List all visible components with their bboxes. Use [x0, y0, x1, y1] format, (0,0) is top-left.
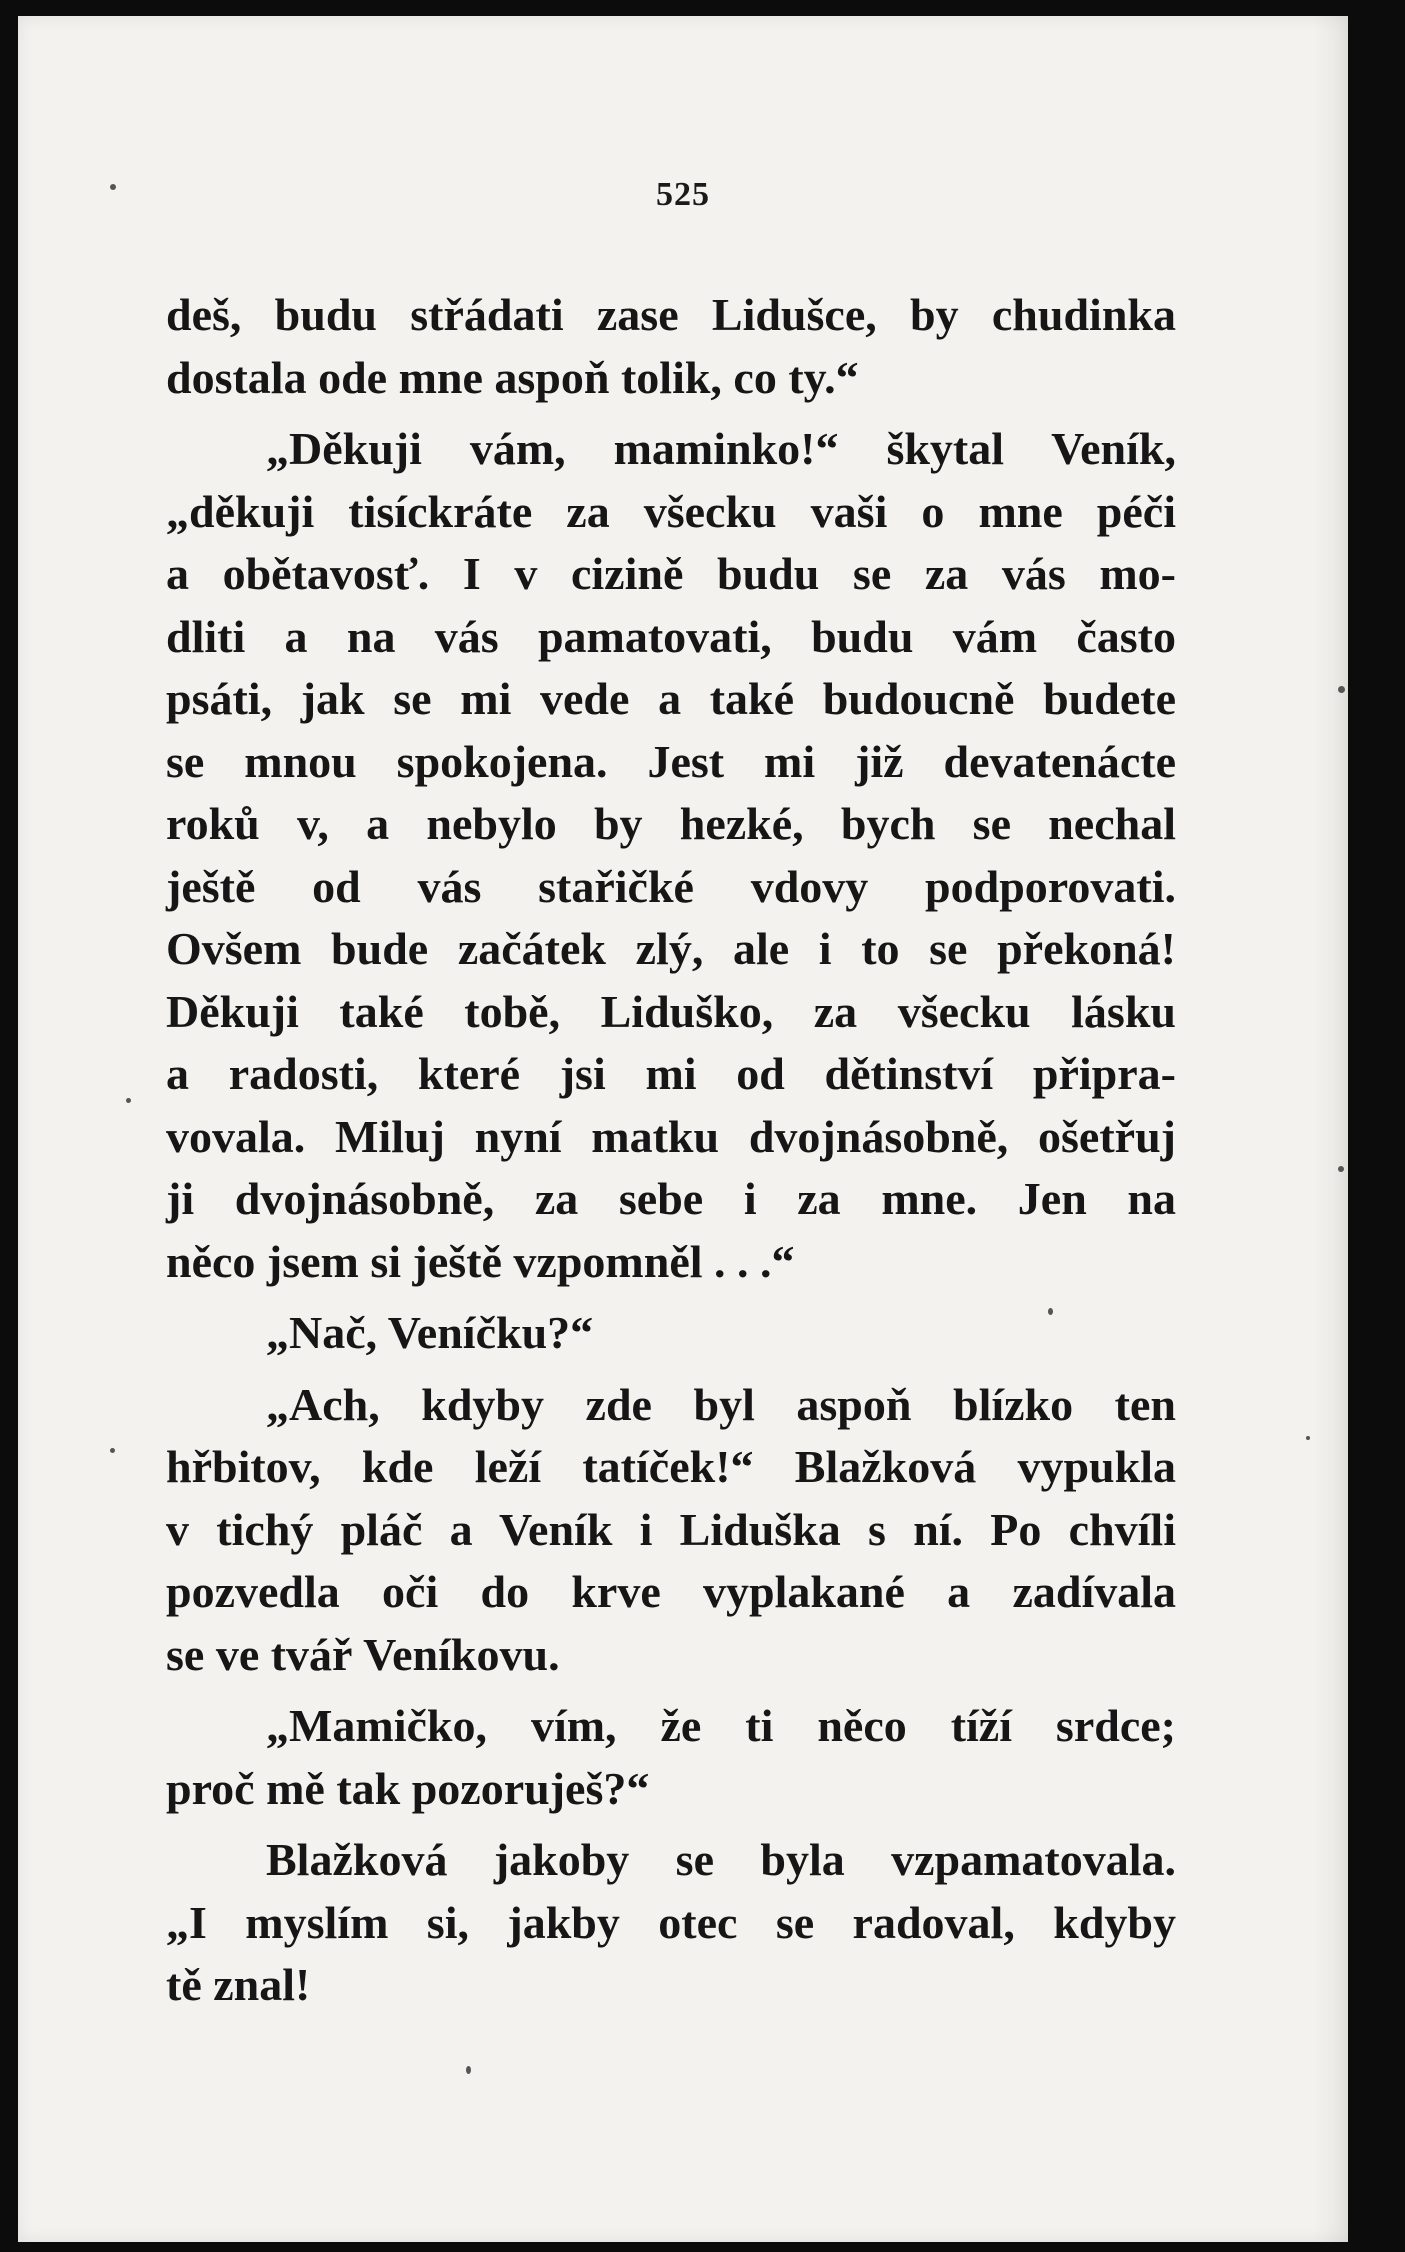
paragraph	[166, 1695, 1176, 1820]
paper-speck	[466, 2066, 471, 2074]
page-number: 525	[656, 176, 710, 213]
paper-speck	[126, 1098, 131, 1103]
text-line: psáti, jak se mi vede a také budoucně budete	[166, 673, 1176, 724]
text-line: pozvedla oči do krve vyplakané a zadívala	[166, 1566, 1176, 1617]
paper-speck	[1338, 1166, 1344, 1172]
paragraph	[166, 1374, 1176, 1687]
text-line: ještě od vás stařičké vdovy podporovati.	[166, 860, 1176, 912]
paragraph	[166, 418, 1176, 1293]
text-line: hřbitov, kde leží tatíček!“ Blažková vypukla	[166, 1441, 1176, 1492]
paper-speck	[110, 1448, 115, 1453]
book-page	[18, 16, 1348, 2242]
text-line: „děkuji tisíckráte za všecku vaši o mne péči	[166, 485, 1176, 537]
text-line: Ovšem bude začátek zlý, ale i to se překoná!	[166, 923, 1176, 974]
paragraph	[166, 284, 1176, 409]
text-line: ji dvojnásobně, za sebe i za mne. Jen na	[166, 1173, 1176, 1224]
page-edge-shadow	[1312, 16, 1348, 2242]
text-line: tě znal!	[166, 1959, 311, 2010]
text-line: „Ach, kdyby zde byl aspoň blízko ten	[266, 1378, 1176, 1430]
text-line: a radosti, které jsi mi od dětinství připra-	[166, 1048, 1176, 1099]
text-line: se ve tvář Veníkovu.	[166, 1628, 560, 1680]
text-line: roků v, a nebylo by hezké, bych se nechal	[166, 798, 1176, 849]
text-line: Blažková jakoby se byla vzpamatovala.	[266, 1834, 1176, 1885]
text-line: deš, budu střádati zase Lidušce, by chudinka	[166, 289, 1176, 340]
paper-speck	[1338, 686, 1345, 693]
text-line: „I myslím si, jakby otec se radoval, kdyby	[166, 1896, 1176, 1948]
text-line: dostala ode mne aspoň tolik, co ty.“	[166, 351, 859, 403]
text-line: dliti a na vás pamatovati, budu vám často	[166, 610, 1176, 662]
text-line: „Děkuji vám, maminko!“ škytal Veník,	[266, 423, 1176, 474]
text-line: proč mě tak pozoruješ?“	[166, 1762, 650, 1814]
text-line: se mnou spokojena. Jest mi již devatenácte	[166, 735, 1176, 787]
text-line: v tichý pláč a Veník i Liduška s ní. Po chvíli	[166, 1503, 1176, 1555]
paragraph	[166, 1302, 1176, 1365]
body-text	[166, 284, 1176, 2017]
text-line: „Nač, Veníčku?“	[266, 1307, 594, 1358]
text-line: a obětavosť. I v cizině budu se za vás mo-	[166, 548, 1176, 599]
paragraph	[166, 1829, 1176, 2017]
text-line: „Mamičko, vím, že ti něco tíží srdce;	[266, 1700, 1176, 1751]
text-line: něco jsem si ještě vzpomněl . . .“	[166, 1235, 795, 1287]
paper-speck	[1306, 1436, 1310, 1440]
text-line: Děkuji také tobě, Liduško, za všecku lásku	[166, 985, 1176, 1037]
text-line: vovala. Miluj nyní matku dvojnásobně, ošetřuj	[166, 1110, 1176, 1162]
